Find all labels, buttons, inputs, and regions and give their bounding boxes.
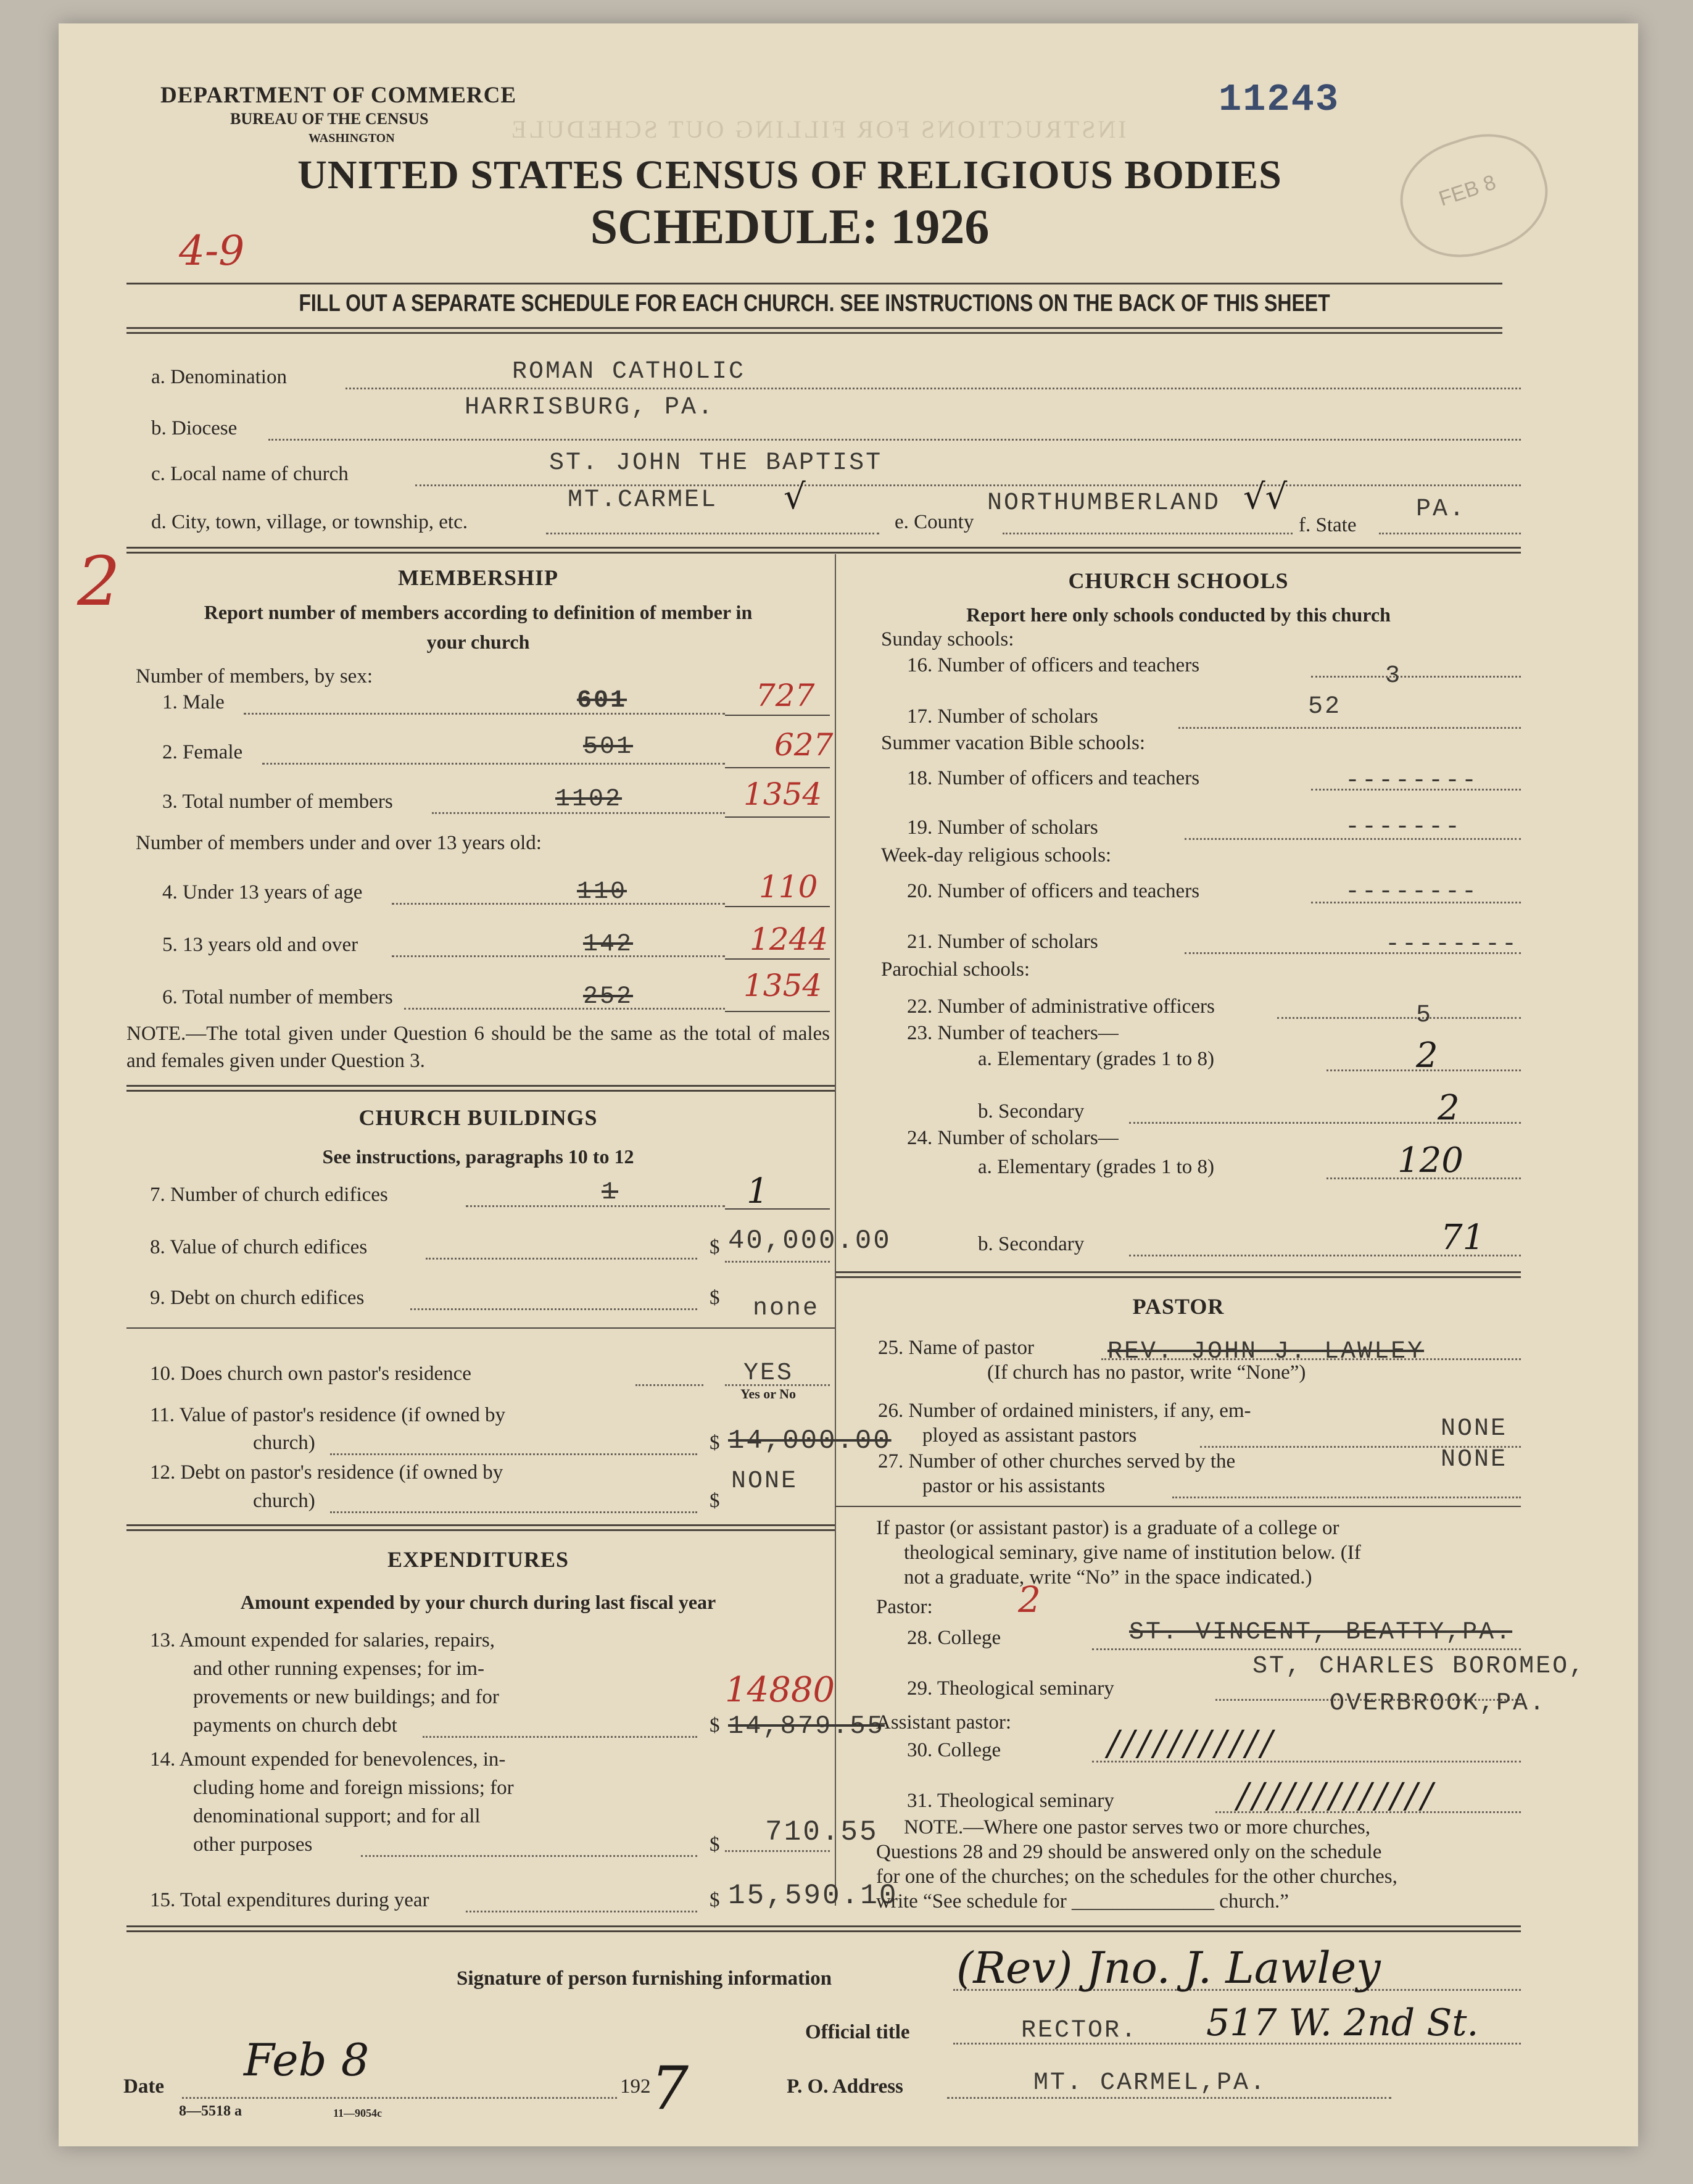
male-original-value: 601	[577, 687, 627, 715]
summer-schools-label: Summer vacation Bible schools:	[881, 732, 1146, 754]
form-title: UNITED STATES CENSUS OF RELIGIOUS BODIES	[297, 152, 1282, 197]
total-members-age-original: 252	[583, 983, 634, 1011]
county-label: e. County	[895, 511, 974, 533]
summer-scholars-field[interactable]: -------	[1345, 813, 1462, 841]
membership-heading: MEMBERSHIP	[397, 565, 558, 590]
scholars-label: 24. Number of scholars—	[907, 1127, 1119, 1149]
under-13-corrected[interactable]: 110	[759, 869, 818, 905]
male-label: 1. Male	[162, 691, 225, 713]
benevolences-label-1: 14. Amount expended for benevolences, in-	[150, 1748, 506, 1771]
teachers-label: 23. Number of teachers—	[907, 1022, 1119, 1044]
college-field[interactable]: ST. VINCENT, BEATTY,PA.	[1129, 1619, 1513, 1646]
running-expenses-corrected[interactable]: 14880	[725, 1670, 835, 1710]
edifices-debt-label: 9. Debt on church edifices	[150, 1287, 365, 1309]
assistant-college-label: 30. College	[907, 1739, 1001, 1761]
signature-field[interactable]: (Rev) Jno. J. Lawley	[956, 1943, 1381, 1993]
secondary-scholars-field[interactable]: 71	[1441, 1218, 1485, 1258]
summer-officers-field[interactable]: --------	[1345, 767, 1479, 795]
running-expenses-original: 14,879.55	[728, 1711, 885, 1741]
college-label: 28. College	[907, 1627, 1001, 1649]
denomination-field[interactable]: ROMAN CATHOLIC	[512, 358, 746, 386]
total-members-corrected[interactable]: 1354	[743, 776, 822, 812]
city-field[interactable]: MT.CARMEL	[568, 486, 718, 514]
membership-note: NOTE.—The total given under Question 6 should be the same as the total of males and females given under Question 3.	[126, 1023, 830, 1072]
date-field[interactable]: Feb 8	[244, 2034, 370, 2086]
dollar-sign: $	[710, 1714, 720, 1737]
bleed-through-text: INSTRUCTIONS FOR FILLING OUT SCHEDULE	[509, 115, 1127, 143]
edifices-count-label: 7. Number of church edifices	[150, 1184, 388, 1206]
sunday-officers-field[interactable]: 3	[1385, 662, 1402, 690]
dollar-sign: $	[710, 1833, 720, 1856]
church-name-field[interactable]: ST. JOHN THE BAPTIST	[549, 449, 883, 477]
assistant-pastor-subhead: Assistant pastor:	[876, 1711, 1012, 1733]
secondary-teachers-field[interactable]: 2	[1438, 1088, 1460, 1128]
seminary-field-line1[interactable]: ST, CHARLES BOROMEO,	[1252, 1653, 1586, 1680]
graduate-instruction-3: not a graduate, write “No” in the space indicated.)	[904, 1566, 1312, 1588]
total-members-label: 3. Total number of members	[162, 791, 393, 813]
dollar-sign: $	[710, 1236, 720, 1258]
edifices-count-value[interactable]: 1	[747, 1171, 769, 1211]
total-expenditures-field[interactable]: 15,590.10	[728, 1880, 898, 1912]
margin-mark-2: 2	[77, 542, 120, 621]
church-schools-heading: CHURCH SCHOOLS	[1068, 568, 1289, 593]
running-expenses-label-2: and other running expenses; for im-	[193, 1658, 484, 1680]
elementary-scholars-field[interactable]: 120	[1397, 1140, 1463, 1181]
weekday-schools-label: Week-day religious schools:	[881, 844, 1112, 866]
census-form-sheet	[59, 23, 1638, 2146]
female-corrected-value[interactable]: 627	[774, 727, 834, 763]
running-expenses-label-1: 13. Amount expended for salaries, repairs,	[150, 1629, 495, 1651]
expenditures-subtitle: Amount expended by your church during last fiscal year	[240, 1591, 716, 1613]
church-schools-subtitle: Report here only schools conducted by this church	[966, 604, 1391, 626]
secondary-teachers-label: b. Secondary	[978, 1100, 1085, 1123]
city-check-mark: √	[784, 477, 806, 517]
membership-subtitle: Report number of members according to definition of member in your church	[204, 601, 753, 653]
age-group-label: Number of members under and over 13 years old:	[136, 832, 542, 854]
members-by-sex-label: Number of members, by sex:	[136, 665, 373, 687]
stamp-date: FEB 8	[1436, 170, 1499, 211]
denomination-label: a. Denomination	[151, 366, 287, 388]
edifices-value-label: 8. Value of church edifices	[150, 1236, 368, 1258]
official-title-field[interactable]: RECTOR.	[1021, 2017, 1138, 2045]
schedule-number: 11243	[1219, 78, 1340, 122]
department-name: DEPARTMENT OF COMMERCE	[160, 83, 517, 108]
weekday-officers-field[interactable]: --------	[1345, 878, 1479, 906]
bureau-city: WASHINGTON	[308, 131, 395, 145]
pastor-note-4: write “See schedule for ______________ church.”	[876, 1890, 1289, 1912]
bureau-name: BUREAU OF THE CENSUS	[230, 110, 429, 128]
under-13-original: 110	[577, 878, 627, 906]
assistant-seminary-label: 31. Theological seminary	[907, 1790, 1114, 1812]
summer-scholars-label: 19. Number of scholars	[907, 816, 1098, 839]
dollar-sign: $	[710, 1287, 720, 1309]
pastor-name-field[interactable]: REV. JOHN J. LAWLEY	[1107, 1338, 1425, 1366]
dollar-sign: $	[710, 1889, 720, 1911]
benevolences-label-2: cluding home and foreign missions; for	[193, 1777, 514, 1799]
assistant-count-label-1: 26. Number of ordained ministers, if any, em-	[878, 1400, 1251, 1422]
other-churches-label-2: pastor or his assistants	[922, 1475, 1106, 1497]
schedule-year: SCHEDULE: 1926	[590, 200, 990, 254]
date-label: Date	[123, 2075, 164, 2098]
pastor-name-label: 25. Name of pastor	[878, 1337, 1034, 1359]
sunday-schools-label: Sunday schools:	[881, 628, 1014, 650]
sunday-scholars-label: 17. Number of scholars	[907, 705, 1098, 728]
pastor-note-2: Questions 28 and 29 should be answered only on the schedule	[876, 1841, 1382, 1863]
total-expenditures-label: 15. Total expenditures during year	[150, 1889, 429, 1911]
sunday-scholars-field[interactable]: 52	[1308, 693, 1342, 721]
assistant-count-field[interactable]: NONE	[1441, 1415, 1508, 1443]
parochial-schools-label: Parochial schools:	[881, 958, 1030, 981]
official-title-handwritten-address: 517 W. 2nd St.	[1206, 2001, 1479, 2045]
benevolences-field[interactable]: 710.55	[765, 1816, 879, 1848]
female-original-value: 501	[583, 733, 634, 761]
residence-value-label: 11. Value of pastor's residence (if owned by	[150, 1404, 505, 1426]
edifices-count-original: 1	[602, 1179, 619, 1206]
instruction-banner: FILL OUT A SEPARATE SCHEDULE FOR EACH CHURCH. SEE INSTRUCTIONS ON THE BACK OF THIS SHEET	[299, 290, 1330, 317]
admin-officers-label: 22. Number of administrative officers	[907, 995, 1215, 1018]
city-label: d. City, town, village, or township, etc.	[151, 511, 468, 533]
benevolences-label-4: other purposes	[193, 1833, 313, 1856]
assistant-count-label-2: ployed as assistant pastors	[922, 1424, 1137, 1447]
residence-debt-label-cont: church)	[253, 1490, 315, 1512]
residence-debt-field[interactable]: NONE	[731, 1468, 798, 1495]
residence-debt-label: 12. Debt on pastor's residence (if owned by	[150, 1461, 503, 1484]
official-title-label: Official title	[805, 2021, 910, 2043]
owns-residence-field[interactable]: YES	[743, 1360, 794, 1387]
state-field[interactable]: PA.	[1416, 496, 1467, 523]
other-churches-field[interactable]: NONE	[1441, 1446, 1508, 1474]
graduate-instruction-1: If pastor (or assistant pastor) is a graduate of a college or	[876, 1517, 1339, 1539]
owns-residence-label: 10. Does church own pastor's residence	[150, 1363, 471, 1385]
form-number: 8—5518 a	[179, 2103, 242, 2119]
year-field[interactable]: 7	[651, 2054, 689, 2123]
running-expenses-label-4: payments on church debt	[193, 1714, 397, 1737]
male-corrected-value[interactable]: 727	[756, 678, 815, 713]
over-13-original: 142	[583, 931, 634, 958]
po-address-label: P. O. Address	[787, 2075, 903, 2098]
running-expenses-label-3: provements or new buildings; and for	[193, 1686, 499, 1708]
church-name-label: c. Local name of church	[151, 463, 349, 485]
seminary-field-line2[interactable]: OVERBROOK,PA.	[1330, 1690, 1547, 1717]
diocese-label: b. Diocese	[151, 417, 238, 439]
summer-officers-label: 18. Number of officers and teachers	[907, 767, 1200, 789]
signature-label: Signature of person furnishing information	[457, 1967, 832, 1990]
residence-value-field[interactable]: 14,000.00	[728, 1426, 892, 1456]
pastor-heading: PASTOR	[1132, 1294, 1225, 1319]
over-13-corrected[interactable]: 1244	[750, 921, 829, 957]
total-members-age-corrected[interactable]: 1354	[743, 968, 822, 1003]
dollar-sign: $	[710, 1490, 720, 1512]
dollar-sign: $	[710, 1432, 720, 1454]
secondary-scholars-label: b. Secondary	[978, 1233, 1085, 1255]
expenditures-heading: EXPENDITURES	[387, 1547, 569, 1572]
assistant-seminary-field[interactable]: /////////////	[1237, 1776, 1437, 1816]
graduate-instruction-2: theological seminary, give name of institution below. (If	[904, 1542, 1361, 1564]
pastor-note-3: for one of the churches; on the schedules for the other churches,	[876, 1866, 1397, 1888]
edifices-value-field[interactable]: 40,000.00	[728, 1226, 892, 1256]
other-churches-label-1: 27. Number of other churches served by the	[878, 1450, 1236, 1472]
diocese-field[interactable]: HARRISBURG, PA.	[465, 394, 715, 421]
edifices-debt-field[interactable]: none	[753, 1295, 820, 1322]
state-label: f. State	[1299, 514, 1357, 536]
benevolences-label-3: denominational support; and for all	[193, 1805, 481, 1827]
pastor-subhead: Pastor:	[876, 1596, 933, 1618]
year-prefix: 192	[620, 2075, 651, 2098]
weekday-officers-label: 20. Number of officers and teachers	[907, 880, 1200, 902]
buildings-heading: CHURCH BUILDINGS	[358, 1105, 598, 1130]
pastor-note-1: NOTE.—Where one pastor serves two or more churches,	[904, 1816, 1370, 1838]
pastor-name-hint: (If church has no pastor, write “None”)	[987, 1361, 1306, 1384]
print-number: 11—9054c	[333, 2107, 382, 2119]
assistant-college-field[interactable]: ///////////	[1107, 1724, 1277, 1764]
seminary-label: 29. Theological seminary	[907, 1677, 1114, 1700]
yes-or-no-hint: Yes or No	[740, 1386, 797, 1401]
sunday-officers-label: 16. Number of officers and teachers	[907, 654, 1200, 676]
over-13-label: 5. 13 years old and over	[162, 934, 358, 956]
po-address-field[interactable]: MT. CARMEL,PA.	[1033, 2069, 1267, 2097]
county-check-mark: √√	[1243, 477, 1288, 517]
elementary-scholars-label: a. Elementary (grades 1 to 8)	[978, 1156, 1215, 1178]
elementary-teachers-field[interactable]: 2	[1416, 1036, 1438, 1076]
total-members-age-label: 6. Total number of members	[162, 986, 393, 1008]
admin-officers-field[interactable]: 5	[1416, 1002, 1433, 1029]
under-13-label: 4. Under 13 years of age	[162, 881, 363, 903]
county-field[interactable]: NORTHUMBERLAND	[987, 489, 1221, 517]
pastor-mark-2: 2	[1018, 1579, 1041, 1621]
buildings-subtitle: See instructions, paragraphs 10 to 12	[322, 1145, 634, 1168]
residence-value-label-cont: church)	[253, 1432, 315, 1454]
weekday-scholars-field[interactable]: --------	[1385, 931, 1519, 958]
weekday-scholars-label: 21. Number of scholars	[907, 931, 1098, 953]
female-label: 2. Female	[162, 741, 243, 763]
handwritten-mark-4-9: 4-9	[179, 227, 245, 275]
elementary-teachers-label: a. Elementary (grades 1 to 8)	[978, 1048, 1215, 1070]
total-members-original: 1102	[555, 786, 623, 813]
